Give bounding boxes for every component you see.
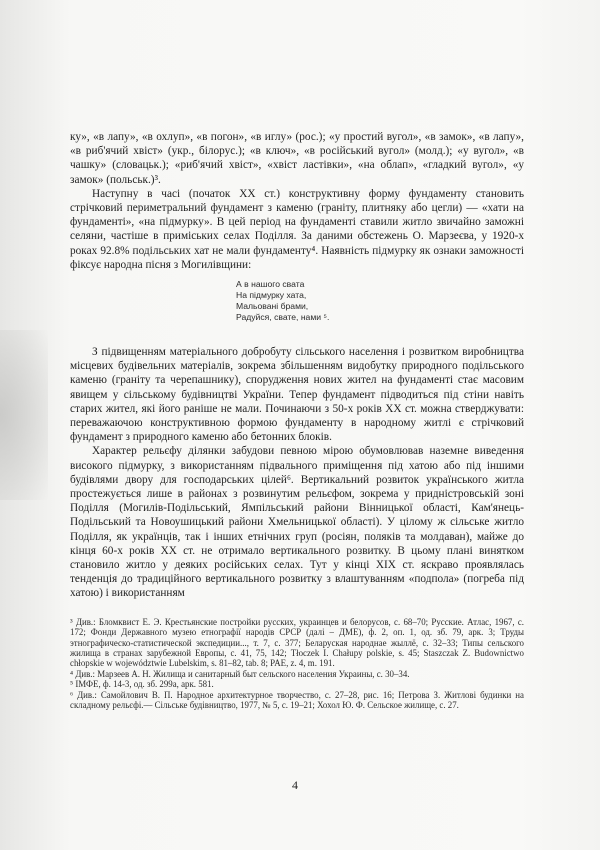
main-text — [70, 130, 524, 710]
footnotes — [70, 617, 524, 711]
paragraph-2: Наступну в часі (початок XX ст.) конструктивну форму фундаменту становить стрічковий периметральний фундамент з каменю (граніту, плитняку або цегли) — «хати на фундаменті», «на підмурку». В цей період на фундаменті ставили житло звичайно заможні селяни, частіше в приміських селах Поділля. За даними обстежень О. Марзеєва, у 1920-х роках 92.8% подільських хат не мали фундаменту⁴. Наявність підмурку як ознаки заможності фіксує народна пісня з Могилівщини: — [70, 187, 524, 271]
poem-line: На підмурку хата, — [236, 290, 307, 301]
paragraph-1: ку», «в лапу», «в охлуп», «в погон», «в иглу» (рос.); «у простий вугол», «в замок», «в лапу», «в риб'ячий хвіст» (укр., білорус.); «в ключ», «в російський вугол» (молд.); «у вугол», «в чашку» (словацьк.); «риб'ячий хвіст», «хвіст ластівки», «на облап», «гладкий вугол», «у замок» (польськ.)³. — [70, 131, 524, 186]
poem-line: А в нашого свата — [236, 279, 305, 290]
footnote-3: ³ Див.: Бломквист Е. Э. Крестьянские постройки русских, украинцев и белорусов, с. 68–70; Русские. Атлас, 1967, с. 172; Фонди Державного музею етнографії народів СРСР (далі – ДМЕ), ф. 2, оп. 1, од. зб. 79, арк. 3; Труды этнографическо-статистической экспедиции..., т. 7, с. 377; Беларуская народнае жыллё, с. 32–33; Типы сельского жилища в странах зарубежной Европы, с. 41, 75, 142; Tłoczek I. Chałupy polskie, s. 45; Staszczak Z. Budownictwo chłopskie w województwie Lubelskim, s. 81–82, tab. 8; PAE, z. 4, m. 191. — [70, 616, 524, 669]
poem-line: Мальовані брами, — [236, 301, 309, 312]
footnote-4: ⁴ Див.: Марзеев А. Н. Жилища и санитарный быт сельского населения Украины, с. 30–34. — [70, 668, 410, 679]
paragraph-3: З підвищенням матеріального добробуту сільського населення і розвитком виробництва місцевих будівельних матеріалів, зокрема збільшенням видобутку природного подільського каменю (граніту та черепашнику), спорудження нових жител на фундаменті стає масовим явищем у сільському будівництві України. Тепер фундамент підводиться під стіни навіть старих жител, які його раніше не мали. Починаючи з 50-х років XX ст. можна стверджувати: переважаючою конструктивною формою фундаменту в народному житлі є стрічковий фундамент з природного каменю або бетонних блоків. — [70, 346, 524, 444]
footnote-5: ⁵ ІМФЕ, ф. 14-3, од. зб. 299а, арк. 581. — [70, 679, 214, 690]
footnote-6: ⁶ Див.: Самойлович В. П. Народное архитектурное творчество, с. 27–28, рис. 16; Петрова З. Житлові будинки на складному рельєфі.— Сільське будівництво, 1977, № 5, с. 19–21; Хохол Ю. Ф. Сельское жилище, с. 27. — [70, 689, 524, 710]
paragraph-4: Характер рельєфу ділянки забудови певною мірою обумовлював наземне виведення високого підмурку, з використанням підвального приміщення під хатою або під іншими будівлями двору для господарських цілей⁶. Вертикальний розвиток українського житла простежується лише в районах з розвинутим рельєфом, зокрема у придністровській зоні Поділля (Могилів-Подільський, Ямпільський райони Вінницької області, Кам'янець-Подільський та Новоушицький райони Хмельницької області). У цілому ж сільське житло Поділля, як українців, так і інших етнічних груп (росіян, поляків та молдаван), майже до кінця 60-х років XX ст. не отримало вертикального розвитку. В цьому плані винятком становило житло у деяких російських селах. Тут у кінці XIX ст. яскраво проявлялась тенденція до традиційного вертикального розвитку з влаштуванням «подпола» (погреба під хатою) і використанням — [70, 445, 524, 600]
poem-line: Радуйся, свате, нами ⁵. — [236, 312, 330, 323]
folk-song-quote — [236, 279, 524, 323]
page-shadow — [0, 330, 48, 500]
page-number: 4 — [292, 778, 298, 792]
